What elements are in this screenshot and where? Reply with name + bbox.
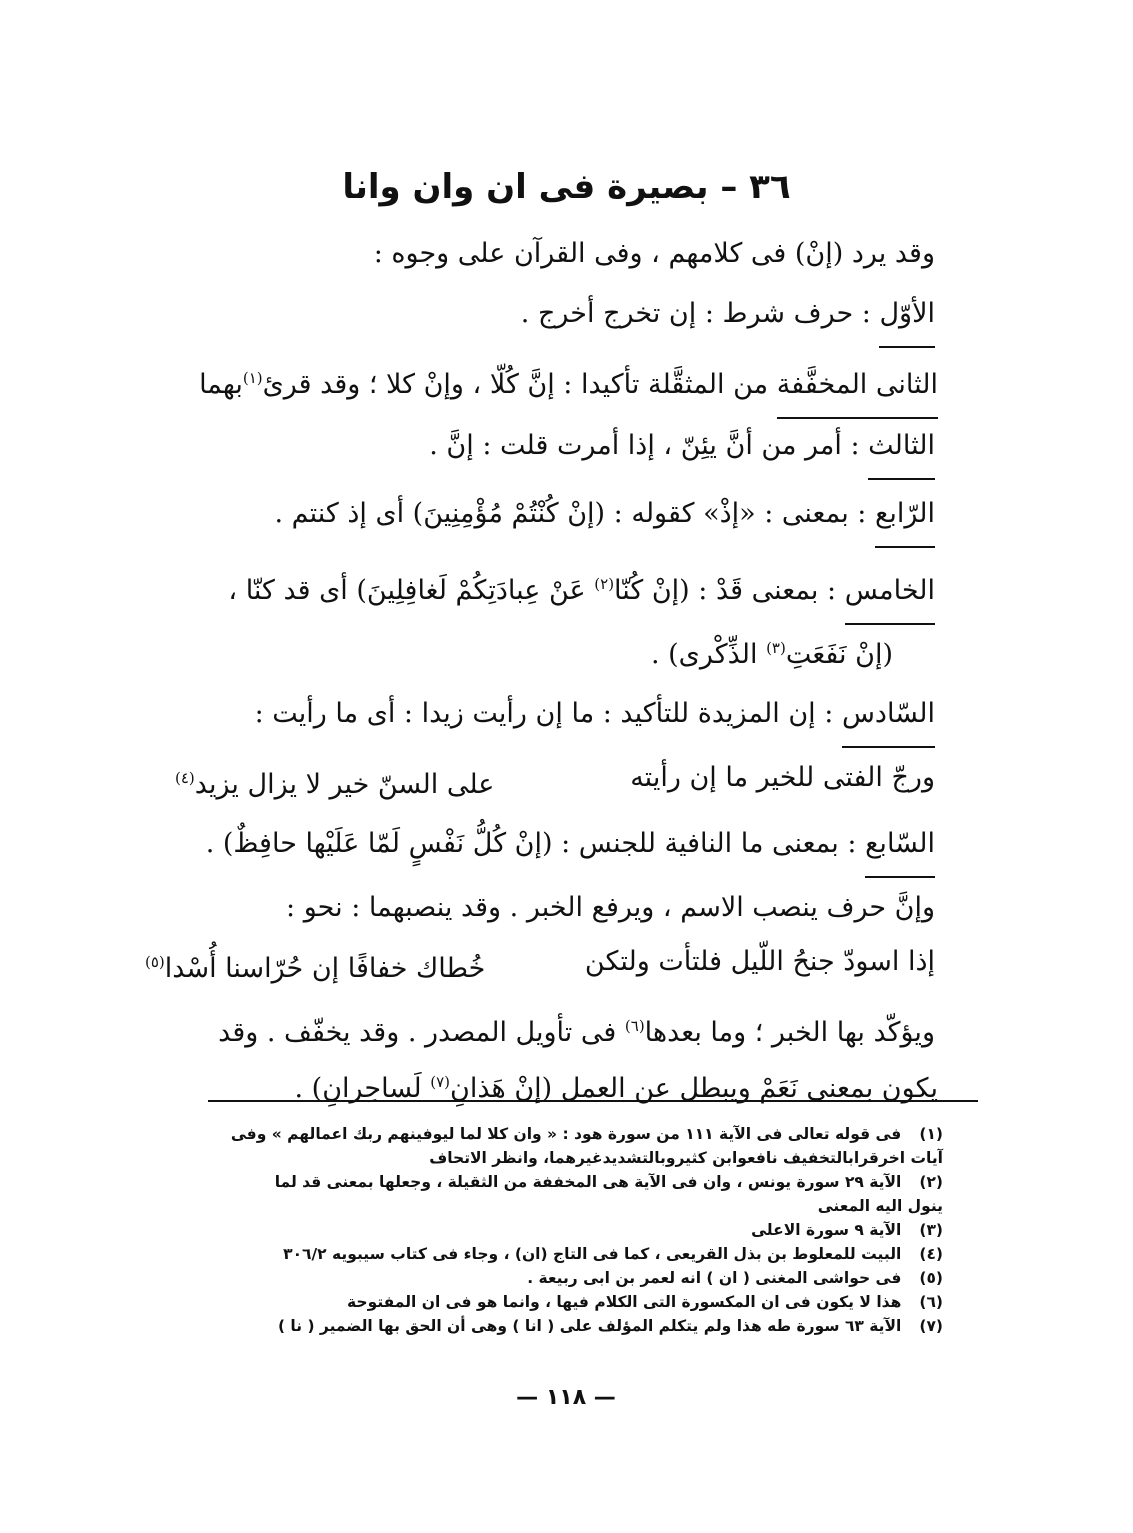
item-third bbox=[105, 424, 935, 480]
item-seventh bbox=[105, 822, 935, 878]
item-fifth bbox=[105, 562, 935, 625]
item-fifth-label: الخامس bbox=[845, 569, 935, 625]
item-third-text: : أمر من أنَّ يئِنّ ، إذا أمرت قلت : إنَّ . bbox=[429, 430, 860, 461]
footnote bbox=[83, 1266, 943, 1290]
verse-two-left-wrap bbox=[145, 940, 485, 991]
item-first bbox=[105, 292, 935, 348]
item-second-text: من المثقَّلة تأكيدا : إنَّ كُلّا ، وإنْ كلا ؛ وقد قرئ bbox=[262, 369, 769, 400]
footnote-text: الآية ٦٣ سورة طه هذا ولم يتكلم المؤلف على ( انا ) وهى أن الحق بها الضمير ( نا ) bbox=[277, 1317, 902, 1335]
verse-one bbox=[175, 756, 935, 807]
item-third-label: الثالث bbox=[868, 424, 935, 480]
item-sixth-label: السّادس bbox=[842, 692, 935, 748]
item-sixth bbox=[105, 692, 935, 748]
verse-one-left-wrap bbox=[175, 756, 494, 807]
verse-two-right: إذا اسودّ جنحُ اللّيل فلتأت ولتكن bbox=[584, 946, 935, 977]
verse-one-left: على السنّ خير لا يزال يزيد bbox=[194, 769, 495, 800]
item-second-tail: بهما bbox=[199, 369, 243, 400]
item-fifth-text: : بمعنى قَدْ : (إنْ كُنّا bbox=[614, 575, 837, 606]
footnote-number: (١) bbox=[919, 1125, 943, 1143]
footnote-number: (٧) bbox=[919, 1317, 943, 1335]
item-second bbox=[108, 356, 938, 419]
section-title: ٣٦ – بصيرة فى ان وان وانا bbox=[342, 167, 791, 207]
item-fourth bbox=[105, 492, 935, 548]
footnote bbox=[83, 1242, 943, 1266]
item-fifth-continuation bbox=[63, 626, 893, 677]
item-first-label: الأوّل bbox=[879, 292, 935, 348]
footnote-number: (٥) bbox=[919, 1269, 943, 1287]
footnote-continuation: ينول اليه المعنى bbox=[817, 1197, 943, 1215]
footnote-text: الآية ٢٩ سورة يونس ، وان فى الآية هى المخففة من الثقيلة ، وجعلها بمعنى قد لما bbox=[274, 1173, 902, 1191]
final-paragraph-line-2 bbox=[108, 1060, 938, 1111]
verse-one-right: ورجّ الفتى للخير ما إن رأيته bbox=[630, 762, 935, 793]
footnote-number: (٢) bbox=[919, 1173, 943, 1191]
item-fifth-tail: عَنْ عِبادَتِكُمْ لَغافِلِينَ) أى قد كنّا ، bbox=[228, 575, 586, 606]
footnote-ref-7: (٧) bbox=[430, 1073, 451, 1091]
footnote-ref-6: (٦) bbox=[624, 1017, 645, 1035]
final-paragraph-line-1 bbox=[105, 1004, 935, 1055]
footnote-continuation: آيات اخرقرابالتخفيف نافعوابن كثيروبالتشديدغيرهما، وانظر الاتحاف bbox=[429, 1149, 943, 1167]
inna-paragraph: وإنَّ حرف ينصب الاسم ، ويرفع الخبر . وقد ينصبهما : نحو : bbox=[286, 892, 935, 923]
item-second-label: الثانى المخفَّفة bbox=[777, 363, 938, 419]
item-fourth-label: الرّابع bbox=[875, 492, 935, 548]
footnote-text: البيت للمعلوط بن بذل القريعى ، كما فى التاج (ان) ، وجاء فى كتاب سيبويه ٣٠٦/٢ bbox=[283, 1245, 902, 1263]
footnote-number: (٦) bbox=[919, 1293, 943, 1311]
footnote-text: فى قوله تعالى فى الآية ١١١ من سورة هود : « وان كلا لما ليوفينهم ربك اعمالهم » وفى bbox=[230, 1125, 902, 1143]
item-seventh-label: السّابع bbox=[865, 822, 935, 878]
footnote-number: (٣) bbox=[919, 1221, 943, 1239]
footnote-ref-2: (٢) bbox=[594, 575, 615, 593]
footnote-ref-5: (٥) bbox=[145, 953, 165, 971]
final-1a: ويؤكّد بها الخبر ؛ وما بعدها bbox=[644, 1017, 935, 1048]
verse-two-left: خُطاك خفافًا إن حُرّاسنا أُسْدا bbox=[164, 953, 486, 984]
footnotes bbox=[83, 1122, 943, 1338]
verse-two bbox=[145, 940, 935, 991]
footnote-text: الآية ٩ سورة الاعلى bbox=[751, 1221, 902, 1239]
item-sixth-text: : إن المزيدة للتأكيد : ما إن رأيت زيدا : أى ما رأيت : bbox=[254, 698, 834, 729]
footnote bbox=[83, 1122, 943, 1146]
final-1b: فى تأويل المصدر . وقد يخفّف . وقد bbox=[218, 1017, 617, 1048]
final-2b: لَساحِرانِ) . bbox=[294, 1073, 422, 1104]
footnote-ref-1: (١) bbox=[242, 369, 263, 387]
footnote-divider bbox=[208, 1100, 978, 1102]
final-2a: يكون بمعنى نَعَمْ ويبطل عن العمل (إنْ هَذانِ bbox=[450, 1073, 938, 1104]
item-seventh-text: : بمعنى ما النافية للجنس : (إنْ كُلُّ نَفْسٍ لَمّا عَلَيْها حافِظٌ) . bbox=[205, 828, 857, 859]
footnote-text: هذا لا يكون فى ان المكسورة التى الكلام فيها ، وانما هو فى ان المفتوحة bbox=[347, 1293, 902, 1311]
item-fourth-text: : بمعنى : «إذْ» كقوله : (إنْ كُنْتُمْ مُؤْمِنِينَ) أى إذ كنتم . bbox=[274, 498, 867, 529]
footnote-number: (٤) bbox=[919, 1245, 943, 1263]
footnote-ref-3: (٣) bbox=[766, 639, 786, 657]
item-first-text: : حرف شرط : إن تخرج أخرج . bbox=[520, 298, 871, 329]
item-fifth-cont-a: (إنْ نَفَعَتِ bbox=[785, 639, 893, 670]
footnote-text: فى حواشى المغنى ( ان ) انه لعمر بن ابى ربيعة . bbox=[527, 1269, 902, 1287]
intro-line: وقد يرد (إنْ) فى كلامهم ، وفى القرآن على وجوه : bbox=[373, 238, 935, 269]
footnote bbox=[83, 1218, 943, 1242]
item-fifth-cont-b: الذِّكْرى) . bbox=[650, 639, 758, 670]
page-number: — ١١٨ — bbox=[516, 1385, 616, 1410]
footnote-ref-4: (٤) bbox=[175, 769, 195, 787]
footnote bbox=[83, 1170, 943, 1194]
footnote bbox=[83, 1314, 943, 1338]
footnote bbox=[83, 1290, 943, 1314]
